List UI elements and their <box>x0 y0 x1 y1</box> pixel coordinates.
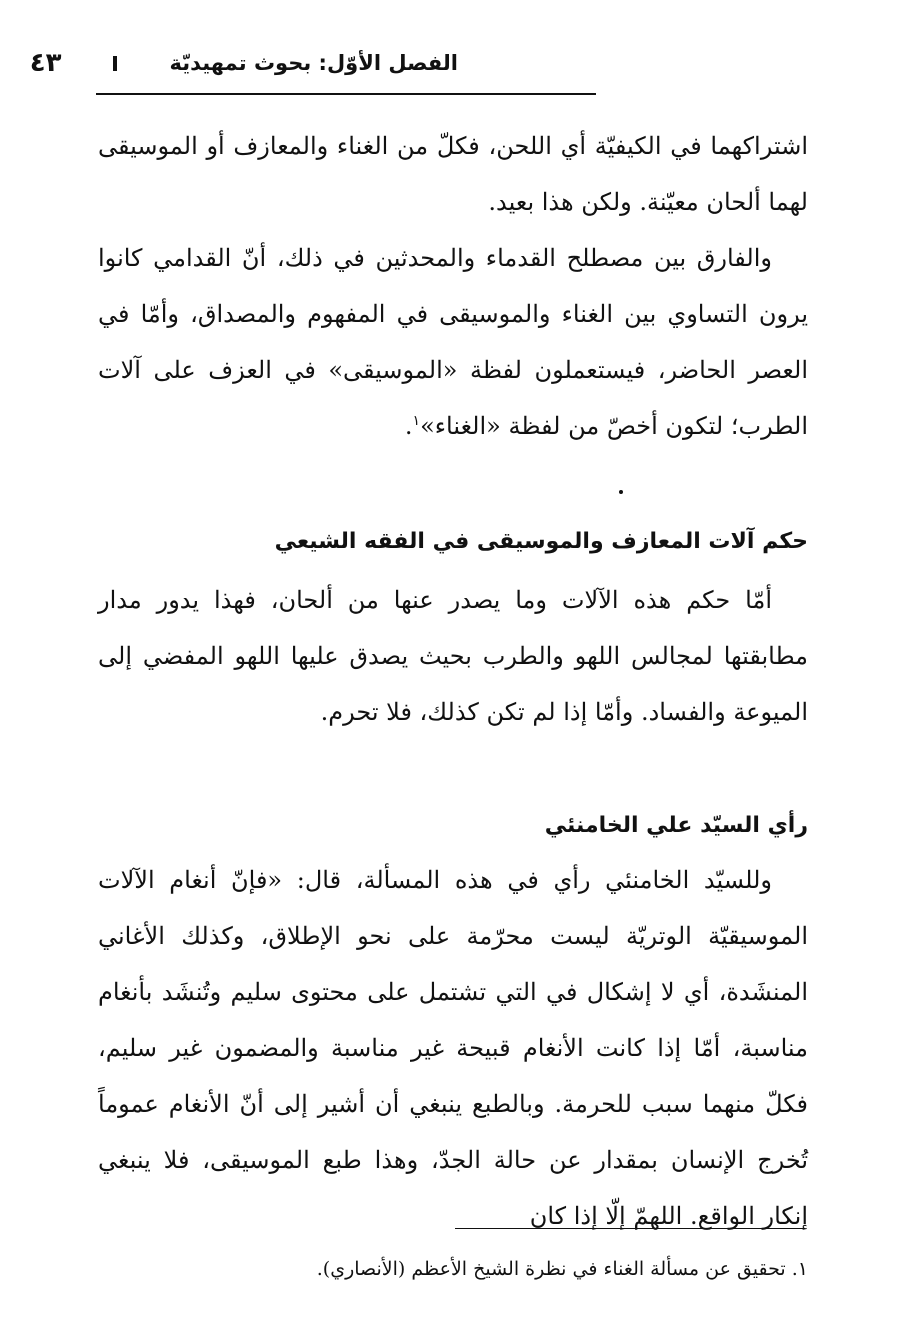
separator-dot <box>619 490 623 494</box>
paragraph-2 <box>98 230 808 454</box>
section-heading-1 <box>98 522 808 562</box>
footnote-rule <box>455 1228 805 1229</box>
paragraph-1 <box>98 118 808 230</box>
heading-music-instruments-ruling: حكم آلات المعازف والموسيقى في الفقه الشيعي <box>274 529 808 554</box>
paragraph-4 <box>98 852 808 1244</box>
running-header <box>29 38 596 88</box>
footnote: ١. تحقيق عن مسألة الغناء في نظرة الشيخ الأعظم (الأنصاري). <box>316 1258 808 1280</box>
paragraph-2-body: والفارق بين مصطلح القدماء والمحدثين في ذلك، أنّ القدامي كانوا يرون التساوي بين الغناء والموسيقى في المفهوم والمصداق، وأمّا في العصر الحاضر، فيستعملون لفظة «الموسيقى» في العزف على آلات الطرب؛ لتكون أخصّ من لفظة «الغناء» <box>98 244 808 440</box>
paragraph-4-text: وللسيّد الخامنئي رأي في هذه المسألة، قال: «فإنّ أنغام الآلات الموسيقيّة الوتريّة ليست محرّمة على نحو الإطلاق، وكذلك الأغاني المنشَدة، أي لا إشكال في التي تشتمل على محتوى سليم وتُنشَد بأنغام مناسبة، أمّا إذا كانت الأنغام قبيحة غير مناسبة والمضمون غير سليم، فكلّ منهما سبب للحرمة. وبالطبع ينبغي أن أشير إلى أنّ الأنغام عموماً تُخرج الإنسان بمقدار عن حالة الجدّ، وهذا طبع الموسيقى، فلا ينبغي إنكار الواقع. اللهمّ إلّا إذا كان <box>98 866 808 1230</box>
paragraph-3 <box>98 572 808 740</box>
heading-khamenei-opinion: رأي السيّد علي الخامنئي <box>544 813 808 838</box>
paragraph-3-text: أمّا حكم هذه الآلات وما يصدر عنها من ألحان، فهذا يدور مدار مطابقتها لمجالس اللهو والطرب بحيث يصدق عليها اللهو المفضي إلى الميوعة والفساد. وأمّا إذا لم تكن كذلك، فلا تحرم. <box>98 586 808 726</box>
section-heading-2 <box>98 806 808 846</box>
paragraph-2-text <box>98 230 808 454</box>
paragraph-1-text: اشتراكهما في الكيفيّة أي اللحن، فكلّ من الغناء والمعازف أو الموسيقى لهما ألحان معيّنة. ولكن هذا بعيد. <box>98 132 808 216</box>
paragraph-2-end: . <box>404 412 413 440</box>
square-ornament-icon <box>113 56 117 71</box>
footnote-mark: ١ <box>412 413 421 429</box>
chapter-title: الفصل الأوّل: بحوث تمهيديّة <box>169 51 458 75</box>
header-rule <box>96 93 596 95</box>
page-number: ٤٣ <box>29 48 62 78</box>
